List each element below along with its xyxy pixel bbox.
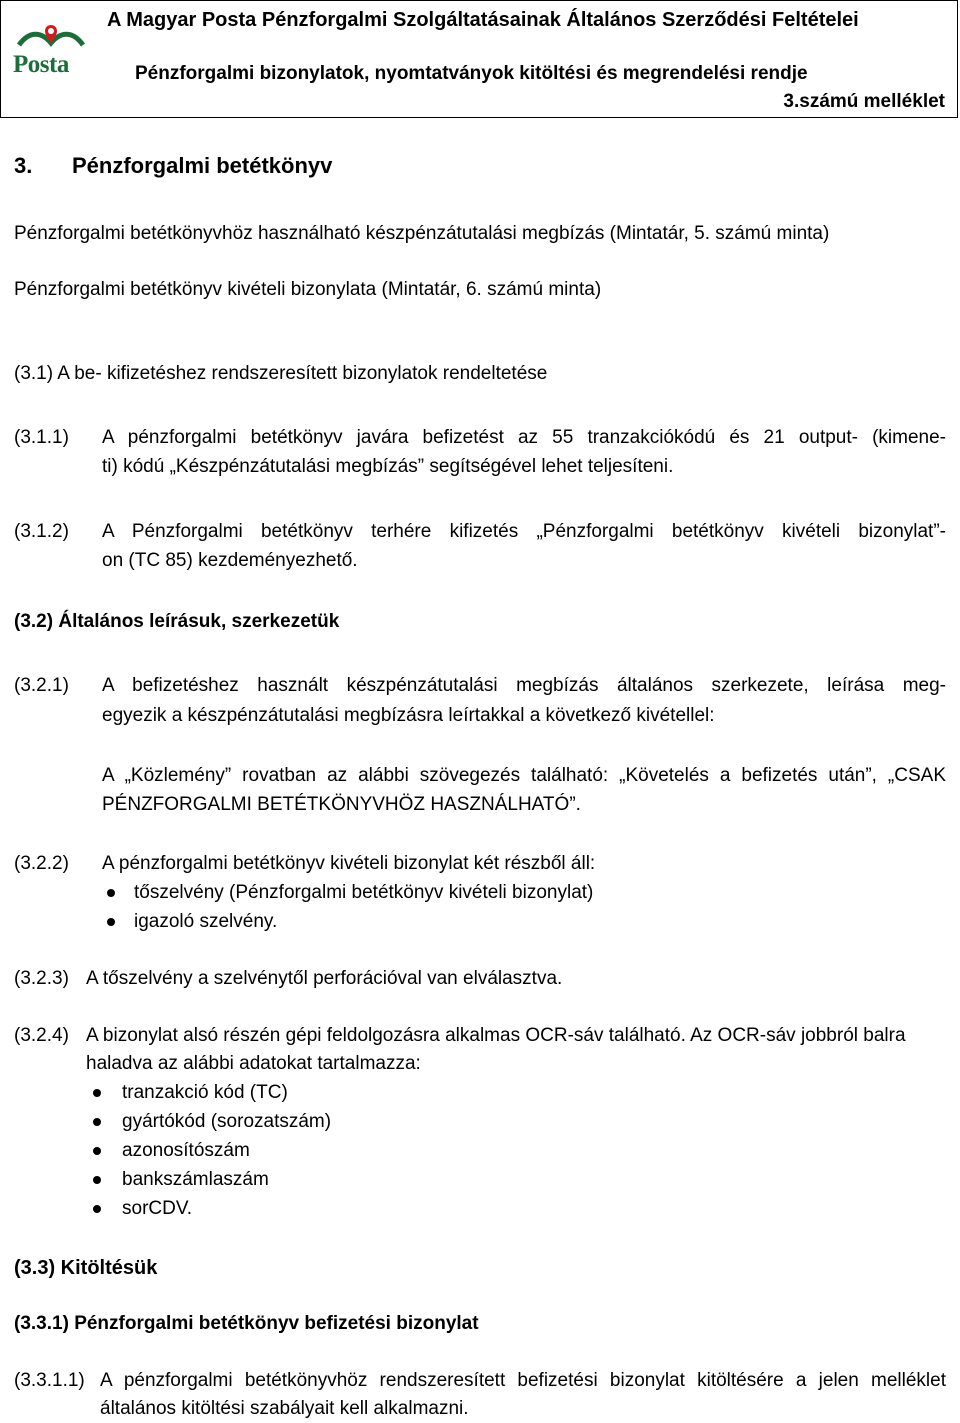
bullet-icon (93, 1147, 101, 1155)
list-item: azonosítószám (122, 1140, 250, 1161)
paragraph-line: PÉNZFORGALMI BETÉTKÖNYVHÖZ HASZNÁLHATÓ”. (102, 794, 581, 815)
para-number: (3.2.3) (14, 968, 69, 989)
logo-text: Posta (13, 51, 69, 78)
paragraph-line: A „Közlemény” rovatban az alábbi szövegezés található: „Követelés a befizetés után”, „CSAK (102, 765, 946, 786)
paragraph-line: haladva az alábbi adatokat tartalmazza: (86, 1053, 421, 1074)
list-item: sorCDV. (122, 1198, 193, 1219)
paragraph-line: on (TC 85) kezdeményezhető. (102, 550, 358, 571)
paragraph-line: A pénzforgalmi betétkönyvhöz rendszeresített befizetési bizonylat kitöltésére a jelen melléklet (100, 1370, 946, 1391)
paragraph-line: A tőszelvény a szelvénytől perforációval van elválasztva. (86, 968, 563, 989)
paragraph-line: A pénzforgalmi betétkönyv javára befizetést az 55 tranzakciókódú és 21 output- (kimene- (102, 427, 946, 448)
para-number: (3.1.1) (14, 427, 69, 448)
bullet-icon (107, 889, 115, 897)
section-number: 3. (14, 153, 33, 178)
paragraph-line: általános kitöltési szabályait kell alkalmazni. (100, 1398, 469, 1419)
para-number: (3.1.2) (14, 521, 69, 542)
header-subtitle: Pénzforgalmi bizonylatok, nyomtatványok kitöltési és megrendelési rendje (135, 63, 808, 84)
heading-3-2: (3.2) Általános leírásuk, szerkezetük (14, 611, 340, 632)
heading-3-3: (3.3) Kitöltésük (14, 1257, 158, 1279)
paragraph-line: egyezik a készpénzátutalási megbízásra leírtakkal a következő kivétellel: (102, 705, 715, 726)
paragraph-line: A bizonylat alsó részén gépi feldolgozásra alkalmas OCR-sáv található. Az OCR-sáv jobbról balra (86, 1025, 906, 1046)
heading-3-3-1: (3.3.1) Pénzforgalmi betétkönyv befizetési bizonylat (14, 1313, 479, 1334)
paragraph-line: ti) kódú „Készpénzátutalási megbízás” segítségével lehet teljesíteni. (102, 456, 674, 477)
list-item: gyártókód (sorozatszám) (122, 1111, 332, 1132)
list-item: tranzakció kód (TC) (122, 1082, 288, 1103)
paragraph-line: A Pénzforgalmi betétkönyv terhére kifizetés „Pénzforgalmi betétkönyv kivételi bizonylat”- (102, 521, 946, 542)
bullet-icon (93, 1205, 101, 1213)
bullet-icon (93, 1089, 101, 1097)
bullet-icon (93, 1176, 101, 1184)
para-number: (3.2.2) (14, 853, 69, 874)
bullet-icon (107, 918, 115, 926)
heading-3-1: (3.1) A be- kifizetéshez rendszeresített bizonylatok rendeltetése (14, 363, 548, 384)
list-item: tőszelvény (Pénzforgalmi betétkönyv kivételi bizonylat) (134, 882, 594, 903)
para-number: (3.2.4) (14, 1025, 69, 1046)
para-number: (3.2.1) (14, 675, 69, 696)
section-title: Pénzforgalmi betétkönyv (72, 153, 333, 178)
list-item: bankszámlaszám (122, 1169, 269, 1190)
para-number: (3.3.1.1) (14, 1370, 85, 1391)
document-header (0, 0, 958, 118)
paragraph-line: A pénzforgalmi betétkönyv kivételi bizonylat két részből áll: (102, 853, 596, 874)
paragraph-line: A befizetéshez használt készpénzátutalási megbízás általános szerkezete, leírása meg- (102, 675, 946, 696)
bullet-icon (93, 1118, 101, 1126)
intro-line-2: Pénzforgalmi betétkönyv kivételi bizonylata (Mintatár, 6. számú minta) (14, 279, 602, 300)
intro-line-1: Pénzforgalmi betétkönyvhöz használható készpénzátutalási megbízás (Mintatár, 5. számú minta) (14, 223, 830, 244)
header-title: A Magyar Posta Pénzforgalmi Szolgáltatásainak Általános Szerződési Feltételei (107, 9, 859, 31)
list-item: igazoló szelvény. (134, 911, 278, 932)
header-annex: 3.számú melléklet (783, 91, 945, 112)
